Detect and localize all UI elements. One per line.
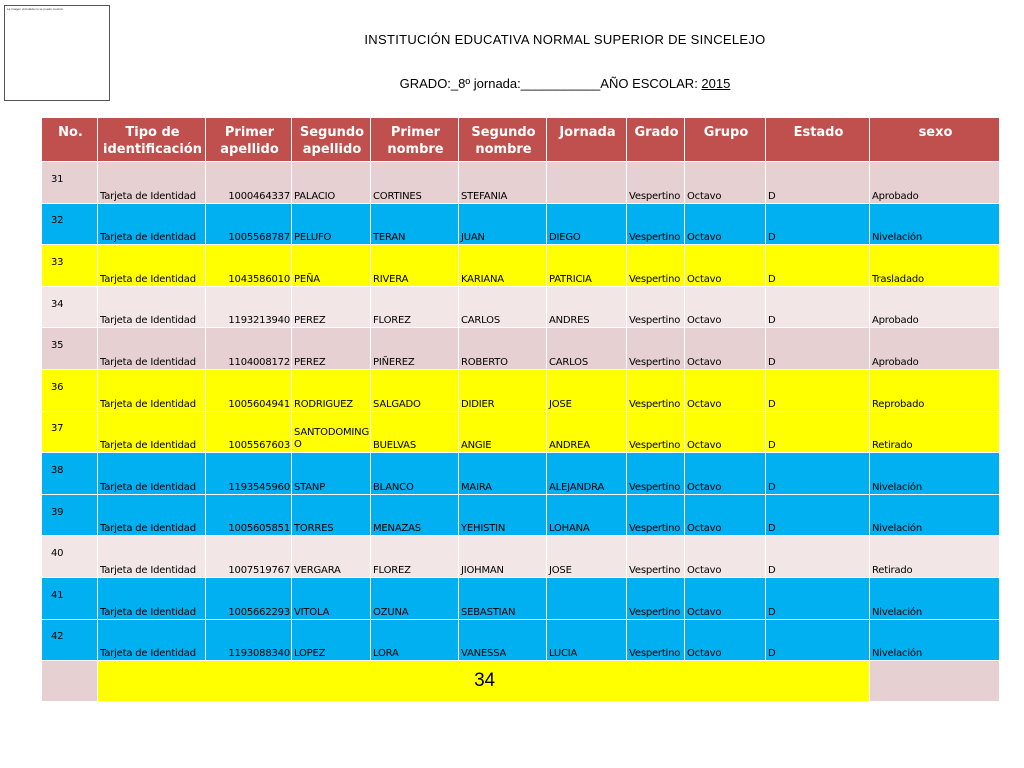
document-title: INSTITUCIÓN EDUCATIVA NORMAL SUPERIOR DE SINCELEJO <box>364 32 766 47</box>
cell-primer-nombre: ANGIE <box>459 411 547 453</box>
cell-jornada: Vespertino <box>627 162 685 204</box>
cell-segundo-nombre: PATRICIA <box>547 245 627 287</box>
cell-estado: Retirado <box>870 536 1000 578</box>
cell-tipo: Tarjeta de Identidad <box>98 494 206 536</box>
table-header-row <box>42 118 1000 162</box>
cell-segundo-nombre <box>547 577 627 619</box>
cell-tipo: Tarjeta de Identidad <box>98 203 206 245</box>
cell-no: 39 <box>42 494 98 536</box>
cell-primer-apellido: PEÑA <box>292 245 371 287</box>
cell-estado: Reprobado <box>870 369 1000 411</box>
cell-segundo-apellido: SALGADO <box>371 369 459 411</box>
cell-primer-nombre: JIOHMAN <box>459 536 547 578</box>
column-header-primer-apellido: Primer apellido <box>206 118 292 162</box>
table-row <box>42 494 1000 536</box>
cell-grupo: D <box>766 411 870 453</box>
cell-grado: Octavo <box>685 619 766 661</box>
cell-segundo-nombre: LOHANA <box>547 494 627 536</box>
table-row <box>42 536 1000 578</box>
column-header-segundo-apellido: Segundo apellido <box>292 118 371 162</box>
cell-segundo-apellido: FLOREZ <box>371 286 459 328</box>
cell-primer-nombre: JUAN <box>459 203 547 245</box>
cell-primer-apellido: PEREZ <box>292 328 371 370</box>
cell-grado: Octavo <box>685 286 766 328</box>
cell-grupo: D <box>766 245 870 287</box>
cell-grupo: D <box>766 286 870 328</box>
cell-id: 1005604941 <box>206 369 292 411</box>
cell-segundo-apellido: CORTINES <box>371 162 459 204</box>
cell-primer-apellido: RODRIGUEZ <box>292 369 371 411</box>
cell-segundo-apellido: BLANCO <box>371 453 459 495</box>
cell-grupo: D <box>766 494 870 536</box>
cell-tipo: Tarjeta de Identidad <box>98 577 206 619</box>
cell-no: 31 <box>42 162 98 204</box>
cell-primer-apellido: VERGARA <box>292 536 371 578</box>
cell-jornada: Vespertino <box>627 536 685 578</box>
cell-grado: Octavo <box>685 577 766 619</box>
cell-jornada: Vespertino <box>627 286 685 328</box>
cell-grupo: D <box>766 577 870 619</box>
cell-tipo: Tarjeta de Identidad <box>98 536 206 578</box>
cell-tipo: Tarjeta de Identidad <box>98 162 206 204</box>
cell-segundo-nombre: ANDREA <box>547 411 627 453</box>
cell-grupo: D <box>766 536 870 578</box>
image-caption: La imagen vinculada no se puede mostrar. <box>7 7 64 11</box>
cell-no: 38 <box>42 453 98 495</box>
cell-primer-apellido: PELUFO <box>292 203 371 245</box>
cell-id: 1193088340 <box>206 619 292 661</box>
cell-id: 1104008172 <box>206 328 292 370</box>
cell-estado: Nivelación <box>870 619 1000 661</box>
cell-grado: Octavo <box>685 453 766 495</box>
cell-segundo-nombre: JOSE <box>547 369 627 411</box>
column-header-grado: Grado <box>627 118 685 162</box>
total-row <box>42 661 1000 702</box>
cell-estado: Aprobado <box>870 162 1000 204</box>
cell-estado: Nivelación <box>870 203 1000 245</box>
cell-grupo: D <box>766 328 870 370</box>
cell-primer-nombre: STEFANIA <box>459 162 547 204</box>
cell-primer-apellido: PALACIO <box>292 162 371 204</box>
cell-grupo: D <box>766 369 870 411</box>
cell-segundo-nombre <box>547 162 627 204</box>
cell-primer-apellido: STANP <box>292 453 371 495</box>
cell-jornada: Vespertino <box>627 245 685 287</box>
cell-estado: Trasladado <box>870 245 1000 287</box>
cell-segundo-apellido: MENAZAS <box>371 494 459 536</box>
cell-id: 1005567603 <box>206 411 292 453</box>
document-subtitle <box>0 76 1024 91</box>
cell-grado: Octavo <box>685 494 766 536</box>
cell-segundo-apellido: LORA <box>371 619 459 661</box>
cell-no: 37 <box>42 411 98 453</box>
cell-primer-apellido: LOPEZ <box>292 619 371 661</box>
table-row <box>42 245 1000 287</box>
table-row <box>42 411 1000 453</box>
cell-no: 42 <box>42 619 98 661</box>
column-header-sexo: sexo <box>870 118 1000 162</box>
column-header-jornada: Jornada <box>547 118 627 162</box>
cell-segundo-apellido: TERAN <box>371 203 459 245</box>
total-count: 34 <box>98 661 870 702</box>
cell-primer-nombre: ROBERTO <box>459 328 547 370</box>
cell-primer-apellido: TORRES <box>292 494 371 536</box>
cell-id: 1193213940 <box>206 286 292 328</box>
cell-segundo-apellido: RIVERA <box>371 245 459 287</box>
cell-grupo: D <box>766 162 870 204</box>
cell-primer-apellido: SANTODOMING O <box>292 411 371 453</box>
cell-grado: Octavo <box>685 203 766 245</box>
cell-estado: Nivelación <box>870 494 1000 536</box>
table-row <box>42 328 1000 370</box>
cell-jornada: Vespertino <box>627 494 685 536</box>
year-value: 2015 <box>701 76 731 91</box>
cell-segundo-nombre: DIEGO <box>547 203 627 245</box>
cell-jornada: Vespertino <box>627 577 685 619</box>
cell-grado: Octavo <box>685 162 766 204</box>
cell-jornada: Vespertino <box>627 369 685 411</box>
table-row <box>42 619 1000 661</box>
cell-segundo-nombre: ANDRES <box>547 286 627 328</box>
cell-tipo: Tarjeta de Identidad <box>98 328 206 370</box>
table-row <box>42 203 1000 245</box>
cell-no: 41 <box>42 577 98 619</box>
cell-jornada: Vespertino <box>627 619 685 661</box>
cell-grupo: D <box>766 203 870 245</box>
cell-no: 36 <box>42 369 98 411</box>
cell-jornada: Vespertino <box>627 203 685 245</box>
cell-estado: Aprobado <box>870 286 1000 328</box>
cell-segundo-apellido: BUELVAS <box>371 411 459 453</box>
total-right-cell <box>870 661 1000 702</box>
cell-primer-nombre: DIDIER <box>459 369 547 411</box>
column-header-estado: Estado <box>766 118 870 162</box>
cell-tipo: Tarjeta de Identidad <box>98 245 206 287</box>
column-header-no: No. <box>42 118 98 162</box>
cell-segundo-nombre: CARLOS <box>547 328 627 370</box>
cell-primer-apellido: VITOLA <box>292 577 371 619</box>
cell-primer-nombre: MAIRA <box>459 453 547 495</box>
cell-tipo: Tarjeta de Identidad <box>98 369 206 411</box>
cell-id: 1193545960 <box>206 453 292 495</box>
cell-id: 1007519767 <box>206 536 292 578</box>
cell-primer-nombre: YEHISTIN <box>459 494 547 536</box>
cell-jornada: Vespertino <box>627 453 685 495</box>
cell-tipo: Tarjeta de Identidad <box>98 619 206 661</box>
cell-tipo: Tarjeta de Identidad <box>98 286 206 328</box>
cell-primer-nombre: KARIANA <box>459 245 547 287</box>
cell-tipo: Tarjeta de Identidad <box>98 411 206 453</box>
cell-grado: Octavo <box>685 328 766 370</box>
cell-estado: Retirado <box>870 411 1000 453</box>
cell-no: 33 <box>42 245 98 287</box>
cell-grado: Octavo <box>685 536 766 578</box>
cell-id: 1005568787 <box>206 203 292 245</box>
cell-estado: Nivelación <box>870 577 1000 619</box>
cell-jornada: Vespertino <box>627 328 685 370</box>
cell-grupo: D <box>766 453 870 495</box>
column-header-tipo: Tipo de identificación <box>98 118 206 162</box>
table-row <box>42 453 1000 495</box>
cell-grupo: D <box>766 619 870 661</box>
table-row <box>42 577 1000 619</box>
column-header-primer-nombre: Primer nombre <box>371 118 459 162</box>
cell-id: 1005662293 <box>206 577 292 619</box>
cell-no: 32 <box>42 203 98 245</box>
grado-label: GRADO:_8º <box>399 76 471 91</box>
cell-segundo-apellido: OZUNA <box>371 577 459 619</box>
cell-tipo: Tarjeta de Identidad <box>98 453 206 495</box>
cell-segundo-apellido: PIÑEREZ <box>371 328 459 370</box>
table-row <box>42 162 1000 204</box>
cell-primer-nombre: CARLOS <box>459 286 547 328</box>
cell-no: 34 <box>42 286 98 328</box>
jornada-label: jornada:___________ <box>473 76 601 91</box>
cell-jornada: Vespertino <box>627 411 685 453</box>
cell-grado: Octavo <box>685 411 766 453</box>
cell-id: 1005605851 <box>206 494 292 536</box>
cell-id: 1000464337 <box>206 162 292 204</box>
cell-estado: Aprobado <box>870 328 1000 370</box>
cell-primer-apellido: PEREZ <box>292 286 371 328</box>
cell-grado: Octavo <box>685 245 766 287</box>
cell-no: 35 <box>42 328 98 370</box>
cell-primer-nombre: SEBASTIAN <box>459 577 547 619</box>
cell-primer-nombre: VANESSA <box>459 619 547 661</box>
cell-estado: Nivelación <box>870 453 1000 495</box>
cell-segundo-nombre: ALEJANDRA <box>547 453 627 495</box>
cell-segundo-nombre: JOSE <box>547 536 627 578</box>
cell-no: 40 <box>42 536 98 578</box>
cell-id: 1043586010 <box>206 245 292 287</box>
cell-segundo-nombre: LUCIA <box>547 619 627 661</box>
total-left-cell <box>42 661 98 702</box>
table-row <box>42 369 1000 411</box>
column-header-segundo-nombre: Segundo nombre <box>459 118 547 162</box>
cell-segundo-apellido: FLOREZ <box>371 536 459 578</box>
table-row <box>42 286 1000 328</box>
column-header-grupo: Grupo <box>685 118 766 162</box>
cell-grado: Octavo <box>685 369 766 411</box>
year-label: AÑO ESCOLAR: <box>600 76 702 91</box>
students-table <box>41 117 1000 702</box>
